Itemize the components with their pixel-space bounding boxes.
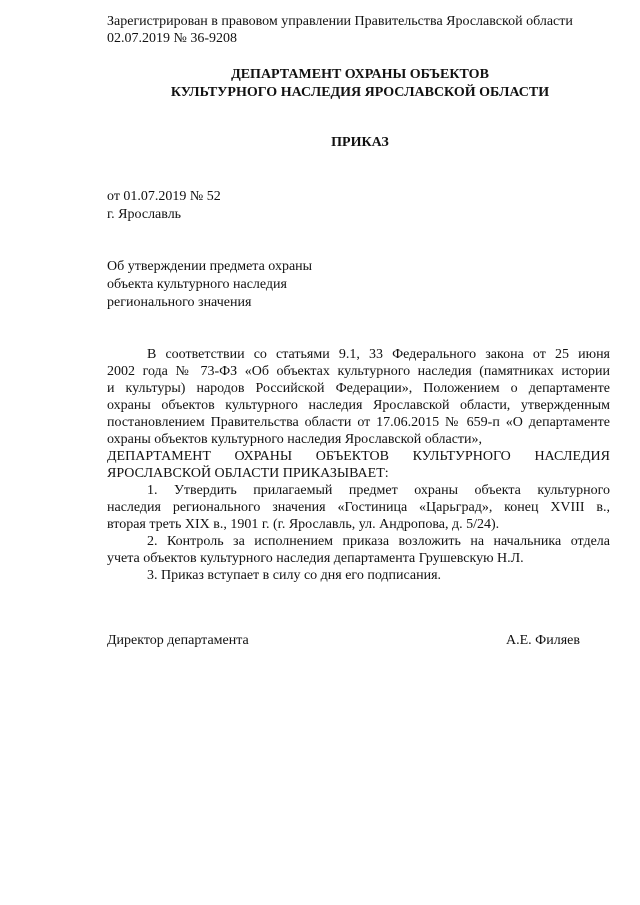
org-name-line-1: ДЕПАРТАМЕНТ ОХРАНЫ ОБЪЕКТОВ: [231, 67, 489, 82]
body-item-1-line-1: 1. Утвердить прилагаемый предмет охраны объекта культурного: [147, 483, 610, 498]
body-item-2-line-2: учета объектов культурного наследия департамента Грушевскую Н.Л.: [107, 551, 524, 566]
registration-line-1: Зарегистрирован в правовом управлении Правительства Ярославской области: [107, 14, 573, 29]
body-item-1-line-2: наследия регионального значения «Гостиница «Царьград», конец XVIII в.,: [107, 500, 610, 515]
body-p1-line-8: ЯРОСЛАВСКОЙ ОБЛАСТИ ПРИКАЗЫВАЕТ:: [107, 466, 389, 481]
signature-position: Директор департамента: [107, 633, 249, 648]
order-date-number: от 01.07.2019 № 52: [107, 189, 221, 204]
subject-line-3: регионального значения: [107, 295, 252, 310]
document-type: ПРИКАЗ: [331, 135, 389, 150]
body-p1-line-5: постановлением Правительства области от 17.06.2015 № 659-п «О департаменте: [107, 415, 610, 430]
body-p1-line-1: В соответствии со статьями 9.1, 33 Федерального закона от 25 июня: [147, 347, 610, 362]
registration-line-2: 02.07.2019 № 36-9208: [107, 31, 238, 46]
subject-line-1: Об утверждении предмета охраны: [107, 259, 313, 274]
subject-line-2: объекта культурного наследия: [107, 277, 287, 292]
body-item-3: 3. Приказ вступает в силу со дня его подписания.: [147, 568, 442, 583]
signature-name: А.Е. Филяев: [506, 633, 580, 648]
body-p1-line-6: охраны объектов культурного наследия Ярославской области»,: [107, 432, 483, 447]
body-item-2-line-1: 2. Контроль за исполнением приказа возложить на начальника отдела: [147, 534, 610, 549]
body-item-1-line-3: вторая треть XIX в., 1901 г. (г. Ярославль, ул. Андропова, д. 5/24).: [107, 517, 500, 532]
body-p1-line-4: охраны объектов культурного наследия Ярославской области, утвержденным: [107, 398, 610, 413]
order-city: г. Ярославль: [107, 207, 182, 222]
body-p1-line-2: 2002 года № 73-ФЗ «Об объектах культурного наследия (памятниках истории: [107, 364, 610, 379]
org-name-line-2: КУЛЬТУРНОГО НАСЛЕДИЯ ЯРОСЛАВСКОЙ ОБЛАСТИ: [170, 85, 550, 100]
body-p1-line-7: ДЕПАРТАМЕНТ ОХРАНЫ ОБЪЕКТОВ КУЛЬТУРНОГО НАСЛЕДИЯ: [107, 449, 610, 464]
body-p1-line-3: и культуры) народов Российской Федерации», Положением о департаменте: [107, 381, 610, 396]
